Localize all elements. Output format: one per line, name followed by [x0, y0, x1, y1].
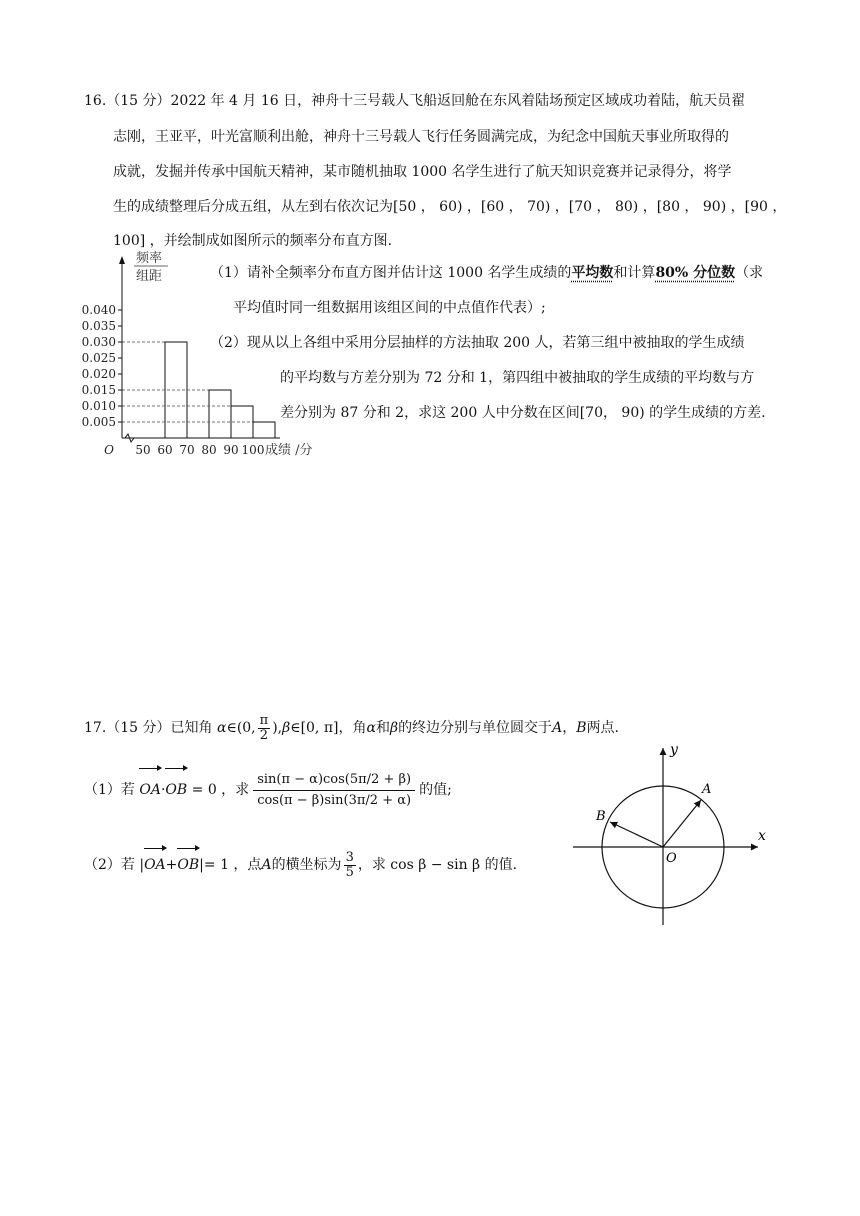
- q17-pi-over-2: [258, 714, 271, 743]
- x-axis-label: x: [758, 828, 766, 844]
- q16-part2-line3: 差分别为 87 分和 2，求这 200 人中分数在区间[70， 90) 的学生成绩的方差.: [280, 405, 766, 421]
- q17-p1-numerator: sin(π − α)cos(5π/2 + β): [253, 772, 415, 791]
- q16-part1-text-c: （求: [735, 265, 764, 281]
- q16-part1-text-a: （1）请补全频率分布直方图并估计这 1000 名学生成绩的: [210, 265, 572, 281]
- q17-point-b: B: [576, 720, 587, 736]
- q17-p1-end: 的值;: [419, 782, 452, 798]
- q17-intro-d: 的终边分别与单位圆交于: [398, 720, 553, 736]
- y-tick-label: 0.030: [81, 335, 116, 349]
- q17-intro-c: 和: [375, 720, 390, 736]
- q16-part1-emphasis-percentile: 80% 分位数: [655, 265, 736, 281]
- q17-alpha: α: [216, 720, 227, 736]
- origin-label: O: [104, 443, 114, 457]
- x-tick-label: 80: [201, 443, 217, 457]
- x-axis-title: 成绩 /分: [265, 443, 313, 458]
- q17-p2-c: ，求 cos β − sin β 的值.: [357, 857, 518, 873]
- q17-three-fifths: [344, 851, 356, 880]
- q17-in-b: ),: [272, 720, 283, 736]
- q17-part2: [84, 850, 517, 880]
- x-tick-label: 50: [135, 443, 151, 457]
- q16-part1-line2: 平均值时同一组数据用该组区间的中点值作代表）;: [233, 300, 546, 316]
- y-label-bottom: 组距: [136, 269, 163, 284]
- q16-line-5: 100] ，并绘制成如图所示的频率分布直方图.: [113, 233, 393, 249]
- q17-beta-2: β: [389, 720, 399, 736]
- vector-oa-arrow: [663, 800, 701, 847]
- q16-part1-line1: [210, 263, 763, 283]
- q17-p2-vector-oa: OA: [144, 850, 166, 880]
- q17-intro-a: 17.（15 分）已知角: [84, 720, 213, 736]
- y-tick-label: 0.005: [81, 415, 116, 429]
- q17-vector-ob: OB: [165, 770, 187, 810]
- q16-part2-line1: （2）现从以上各组中采用分层抽样的方法抽取 200 人，若第三组中被抽取的学生成绩: [210, 335, 745, 351]
- x-tick-label: 100: [241, 443, 265, 457]
- histogram-bar: [209, 390, 231, 438]
- y-tick-label: 0.040: [81, 303, 116, 317]
- y-label-top: 频率: [136, 251, 163, 266]
- q17-pi-num: π: [259, 712, 269, 728]
- q17-p2-vector-ob: OB: [177, 850, 199, 880]
- q17-vector-oa: OA: [139, 770, 161, 810]
- q17-p2-point-a: A: [261, 857, 272, 873]
- x-tick-label: 70: [179, 443, 195, 457]
- q17-beta: β: [282, 720, 291, 736]
- q17-p2-b: 的横坐标为: [271, 857, 342, 873]
- q17-point-a: A: [552, 720, 563, 736]
- q17-p2-plus: +: [165, 857, 178, 873]
- q17-p1-denominator: cos(π − β)sin(3π/2 + α): [257, 792, 412, 808]
- vector-ob-arrow: [610, 822, 663, 847]
- q17-p1-eq: = 0 ，求: [191, 782, 250, 798]
- q17-alpha-2: α: [366, 720, 376, 736]
- y-axis-arrow: [119, 256, 125, 264]
- q16-part1-text-b: 和计算: [613, 265, 656, 281]
- q17-part1: [84, 770, 452, 810]
- y-axis-label: y: [670, 742, 678, 758]
- q16-line-2: 志刚，王亚平，叶光富顺利出舱，神舟十三号载人飞行任务圆满完成，为纪念中国航天事业所取得的: [113, 129, 729, 145]
- q17-frac-num: 3: [345, 849, 354, 865]
- q17-pi-den: 2: [259, 727, 269, 743]
- origin-label: O: [666, 851, 677, 866]
- q17-frac-den: 5: [345, 864, 354, 880]
- point-b-label: B: [596, 809, 606, 824]
- y-tick-label: 0.010: [81, 399, 116, 413]
- y-tick-label: 0.020: [81, 367, 116, 381]
- q17-p2-a: （2）若 |: [84, 857, 145, 873]
- q17-in-a: ∈(0,: [226, 720, 256, 736]
- q17-in-c: ∈[0, π]: [290, 720, 339, 736]
- q17-p2-eq: |= 1 ，点: [199, 857, 262, 873]
- histogram-bar: [253, 422, 275, 438]
- q16-line-4: 生的成绩整理后分成五组，从左到右依次记为[50 ， 60) ，[60 ， 70) ，[70 ， 80) ，[80 ， 90) ，[90 ，: [113, 199, 787, 215]
- q17-p1-a: （1）若: [84, 782, 135, 798]
- q17-p1-dot: ·: [160, 782, 166, 798]
- q16-line-3: 成就，发掘并传承中国航天精神，某市随机抽取 1000 名学生进行了航天知识竞赛并记录得分，将学: [113, 164, 732, 180]
- point-a-label: A: [702, 782, 712, 797]
- q17-p1-fraction: [253, 772, 415, 809]
- y-tick-label: 0.035: [81, 319, 116, 333]
- q17-intro: [84, 713, 619, 743]
- q16-part1-emphasis-mean: 平均数: [571, 265, 614, 281]
- unit-circle-figure: [568, 740, 778, 930]
- q17-intro-b: ，角: [338, 720, 367, 736]
- x-tick-label: 60: [157, 443, 173, 457]
- x-tick-label: 90: [223, 443, 239, 457]
- q16-part2-line2: 的平均数与方差分别为 72 分和 1，第四组中被抽取的学生成绩的平均数与方: [280, 370, 755, 386]
- q17-intro-f: 两点.: [586, 720, 619, 736]
- y-tick-label: 0.025: [81, 351, 116, 365]
- q17-intro-e: ，: [562, 720, 577, 736]
- q16-line-1: 16.（15 分）2022 年 4 月 16 日，神舟十三号载人飞船返回舱在东风着陆场预定区域成功着陆，航天员翟: [84, 93, 746, 109]
- y-tick-label: 0.015: [81, 383, 116, 397]
